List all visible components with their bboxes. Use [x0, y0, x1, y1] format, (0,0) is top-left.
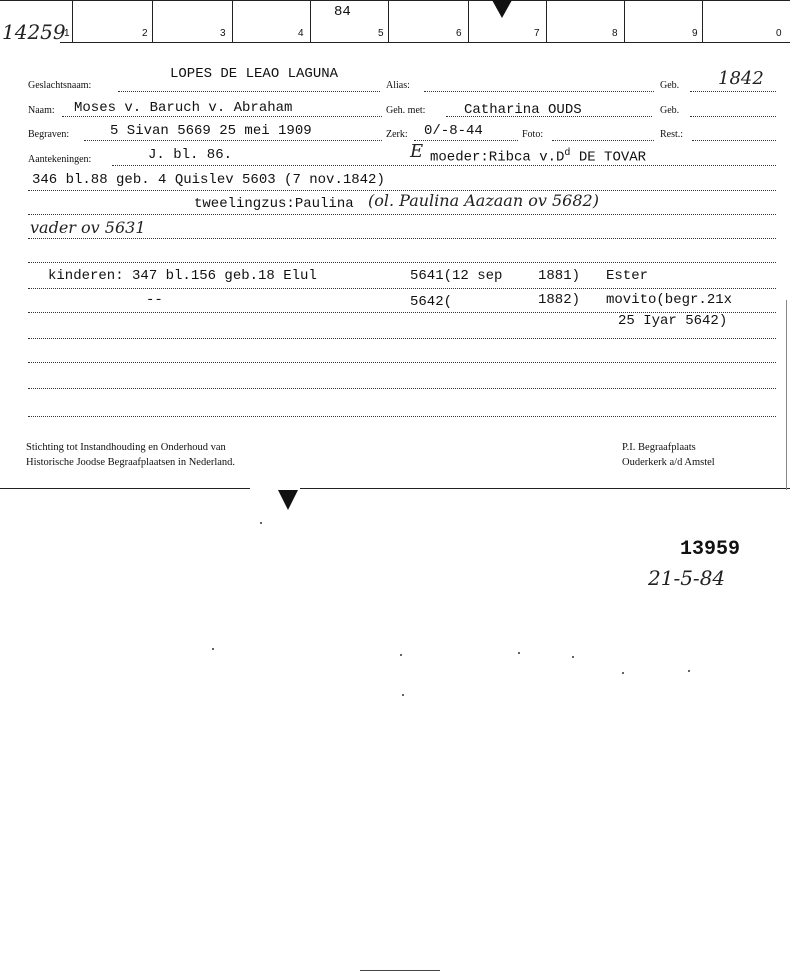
geb-label: Geb.	[660, 80, 680, 91]
kinderen-line-1-name: Ester	[606, 268, 649, 284]
foto-label: Foto:	[522, 129, 544, 140]
tab-divider	[468, 0, 469, 42]
card-bottom-border	[300, 488, 790, 489]
footer-location: P.I. Begraafplaats Ouderkerk a/d Amstel	[622, 442, 715, 468]
naam-label: Naam:	[28, 105, 55, 116]
kinderen-line-2-year: 1882)	[538, 292, 581, 308]
note-line-3-handwritten: (ol. Paulina Aazaan ov 5682)	[368, 191, 599, 210]
footer-organization: Stichting tot Instandhouding en Onderhoud van Historische Joodse Begraafplaatsen in Nederland.	[26, 442, 236, 468]
note-line-3-typed: tweelingzus:Paulina	[194, 196, 354, 212]
kinderen-line-1-year: 1881)	[538, 268, 581, 284]
begraven-value: 5 Sivan 5669 25 mei 1909	[110, 123, 312, 139]
geh-met-value: Catharina OUDS	[464, 102, 582, 118]
kinderen-line-2-dash: --	[146, 292, 163, 308]
tab-row-bottom-line	[60, 42, 790, 43]
zerk-value: 0/-8-44	[424, 123, 483, 139]
geslachtsnaam-value: LOPES DE LEAO LAGUNA	[170, 66, 339, 82]
tab-divider	[72, 0, 73, 42]
tab-number: 6	[456, 28, 462, 39]
tab-divider	[546, 0, 547, 42]
tab-number: 8	[612, 28, 618, 39]
tab-divider	[152, 0, 153, 42]
tab-number: 7	[534, 28, 540, 39]
tab-number: 1	[64, 28, 70, 39]
back-notch-marker	[278, 490, 298, 510]
aantekeningen-e-mark: E	[410, 141, 424, 162]
tab-notch-marker	[492, 0, 512, 18]
geb2-label: Geb.	[660, 105, 680, 116]
geslachtsnaam-label: Geslachtsnaam:	[28, 80, 92, 91]
tab-divider	[388, 0, 389, 42]
kinderen-line-1-date: 5641(12 sep	[410, 268, 503, 284]
note-line-2: 346 bl.88 geb. 4 Quislev 5603 (7 nov.1842)	[32, 172, 385, 188]
geh-met-label: Geh. met:	[386, 105, 426, 116]
kinderen-line-2-name: movito(begr.21x	[606, 292, 733, 308]
naam-value: Moses v. Baruch v. Abraham	[74, 100, 293, 116]
card-right-edge	[786, 300, 787, 490]
stamp-number: 13959	[680, 538, 741, 561]
moeder-value: moeder:Ribca $v.D^d$ DE TOVAR	[430, 148, 647, 166]
top-number: 84	[334, 4, 351, 20]
rest-label: Rest.:	[660, 129, 684, 140]
kinderen-line-2-date: 5642(	[410, 294, 453, 310]
tab-divider	[702, 0, 703, 42]
note-line-4-handwritten: vader ov 5631	[30, 218, 146, 237]
kinderen-line-1: kinderen: 347 bl.156 geb.18 Elul	[48, 268, 317, 284]
tab-divider	[624, 0, 625, 42]
zerk-label: Zerk:	[386, 129, 408, 140]
tab-number: 9	[692, 28, 698, 39]
tab-number: 4	[298, 28, 304, 39]
file-number-handwritten: 14259	[2, 20, 66, 44]
geb-year-handwritten: 1842	[718, 68, 764, 89]
tab-divider	[310, 0, 311, 42]
card-bottom-border	[0, 488, 250, 489]
aantekeningen-value: J. bl. 86.	[148, 147, 233, 163]
tab-number: 5	[378, 28, 384, 39]
alias-label: Alias:	[386, 80, 410, 91]
tab-divider	[232, 0, 233, 42]
tab-number: 2	[142, 28, 148, 39]
kinderen-line-3: 25 Iyar 5642)	[618, 313, 728, 329]
tab-number: 0	[776, 28, 782, 39]
card-top-border	[0, 0, 790, 1]
tab-number: 3	[220, 28, 226, 39]
date-handwritten: 21-5-84	[648, 566, 726, 590]
begraven-label: Begraven:	[28, 129, 70, 140]
aantekeningen-label: Aantekeningen:	[28, 154, 92, 165]
